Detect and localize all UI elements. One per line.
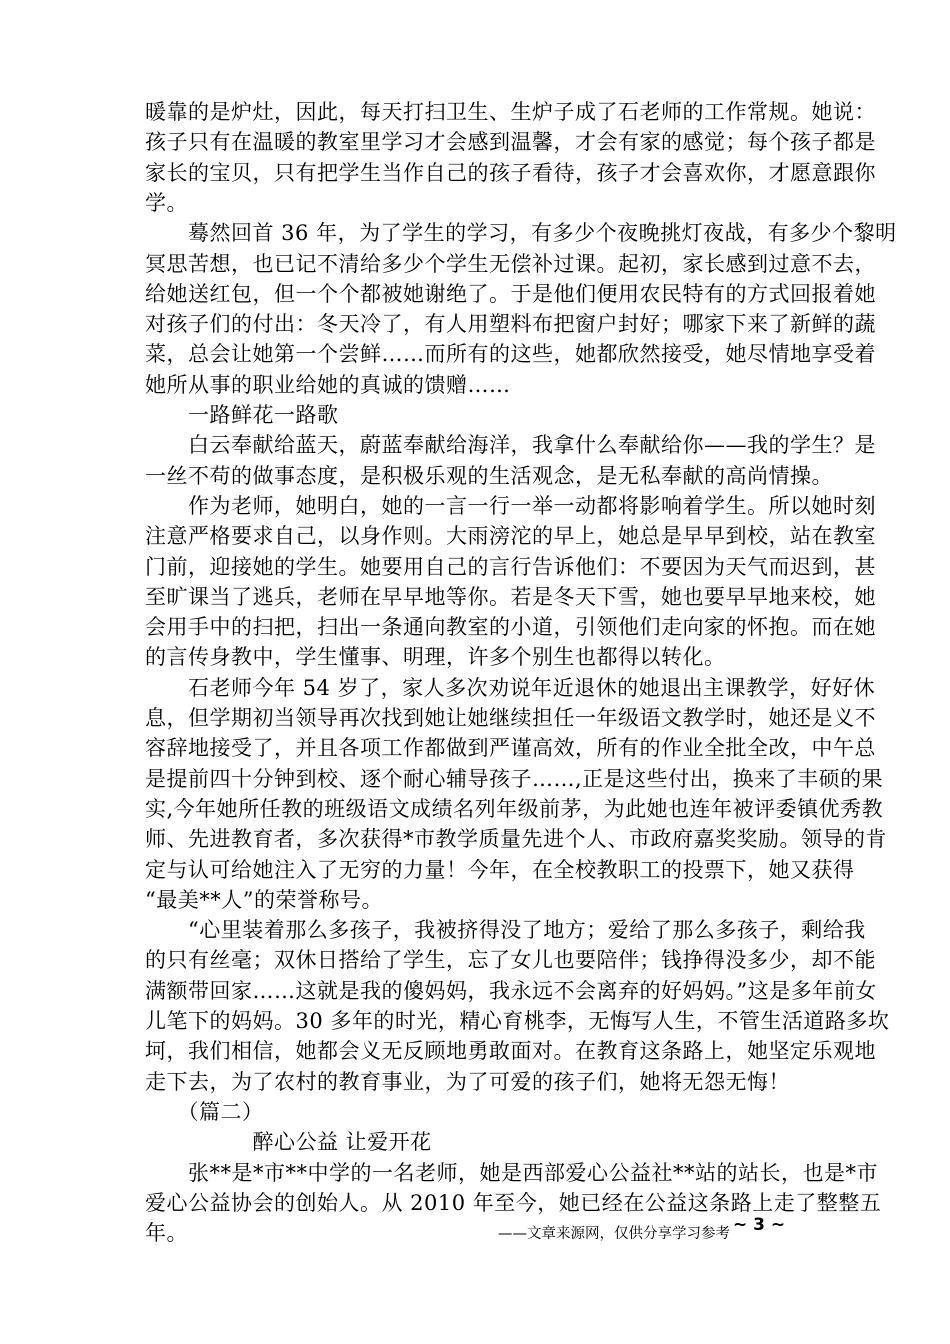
section-heading: 一路鲜花一路歌 (145, 403, 339, 427)
text-line: 冥思苦想，也已记不清给多少个学生无偿补过课。起初，家长感到过意不去， (145, 251, 876, 276)
text-line: 一丝不苟的做事态度，是积极乐观的生活观念，是无私奉献的高尚情操。 (145, 463, 833, 488)
text-line: 的言传身教中，学生懂事、明理，许多个别生也都得以转化。 (145, 645, 726, 670)
text-line: 注意严格要求自己，以身作则。大雨滂沱的早上，她总是早早到校，站在教室 (145, 524, 876, 549)
text-line: “最美**人”的荣誉称号。 (145, 887, 383, 912)
text-line: 实,今年她所任教的班级语文成绩名列年级前茅，为此她也连年被评委镇优秀教 (145, 796, 884, 821)
text-line: 息，但学期初当领导再次找到她让她继续担任一年级语文教学时，她还是义不 (145, 706, 876, 730)
text-line: 坷，我们相信，她都会义无反顾地勇敢面对。在教育这条路上，她坚定乐观地 (145, 1039, 876, 1064)
text-line: 儿笔下的妈妈。30 多年的时光，精心育桃李，无悔写人生，不管生活道路多坎 (145, 1009, 890, 1033)
text-line: 会用手中的扫把，扫出一条通向教室的小道，引领他们走向家的怀抱。而在她 (145, 615, 876, 640)
text-line: 对孩子们的付出：冬天冷了，有人用塑料布把窗户封好；哪家下来了新鲜的蔬 (145, 312, 876, 337)
text-line: 满额带回家……这就是我的傻妈妈，我永远不会离弃的好妈妈。”这是多年前女 (145, 978, 877, 1003)
section-label: （篇二） (145, 1099, 264, 1124)
text-line: 至旷课当了逃兵，老师在早早地等你。若是冬天下雪，她也要早早地来校，她 (145, 584, 876, 609)
text-line: 她所从事的职业给她的真诚的馈赠…… (145, 372, 511, 397)
text-line: 给她送红包，但一个个都被她谢绝了。于是他们便用农民特有的方式回报着她 (145, 281, 876, 306)
text-line: 定与认可给她注入了无穷的力量！今年，在全校教职工的投票下，她又获得 (145, 857, 855, 882)
text-line: 爱心公益协会的创始人。从 2010 年至今，她已经在公益这条路上走了整整五 (145, 1190, 882, 1215)
page-number: ~ 3 ~ (733, 1215, 786, 1235)
text-line: 年。 (145, 1221, 188, 1246)
text-line: 学。 (145, 190, 188, 215)
text-line: 石老师今年 54 岁了，家人多次劝说年近退休的她退出主课教学，好好休 (145, 675, 876, 700)
text-line: 的只有丝毫；双休日搭给了学生，忘了女儿也要陪伴；钱挣得没多少，却不能 (145, 948, 876, 973)
text-line: 作为老师，她明白，她的一言一行一举一动都将影响着学生。所以她时刻 (145, 493, 876, 518)
text-line: 容辞地接受了，并且各项工作都做到严谨高效，所有的作业全批全改，中午总 (145, 736, 876, 761)
text-line: 门前，迎接她的学生。她要用自己的言行告诉他们：不要因为天气而迟到，甚 (145, 554, 876, 579)
text-line: 蓦然回首 36 年，为了学生的学习，有多少个夜晚挑灯夜战，有多少个黎明 (145, 221, 897, 246)
text-line: 暖靠的是炉灶，因此，每天打扫卫生、生炉子成了石老师的工作常规。她说： (145, 100, 876, 124)
text-line: 张**是*市**中学的一名老师，她是西部爱心公益社**站的站长，也是*市 (145, 1160, 878, 1185)
text-line: 孩子只有在温暖的教室里学习才会感到温馨，才会有家的感觉；每个孩子都是 (145, 130, 876, 155)
article-title: 醉心公益 让爱开花 (145, 1130, 432, 1155)
footer-source-note: ——文章来源网，仅供分享学习参考 (498, 1226, 730, 1242)
text-line: 是提前四十分钟到校、逐个耐心辅导孩子……,正是这些付出，换来了丰硕的果 (145, 766, 884, 791)
text-line: “心里装着那么多孩子，我被挤得没了地方；爱给了那么多孩子，剩给我 (145, 918, 866, 943)
text-line: 走下去，为了农村的教育事业，为了可爱的孩子们，她将无怨无悔！ (145, 1069, 790, 1094)
text-line: 师、先进教育者，多次获得*市教学质量先进个人、市政府嘉奖奖励。领导的肯 (145, 827, 887, 852)
text-line: 白云奉献给蓝天，蔚蓝奉献给海洋，我拿什么奉献给你——我的学生？是 (145, 433, 876, 458)
text-line: 家长的宝贝，只有把学生当作自己的孩子看待，孩子才会喜欢你，才愿意跟你 (145, 160, 876, 185)
text-line: 菜，总会让她第一个尝鲜……而所有的这些，她都欣然接受，她尽情地享受着 (145, 342, 876, 367)
